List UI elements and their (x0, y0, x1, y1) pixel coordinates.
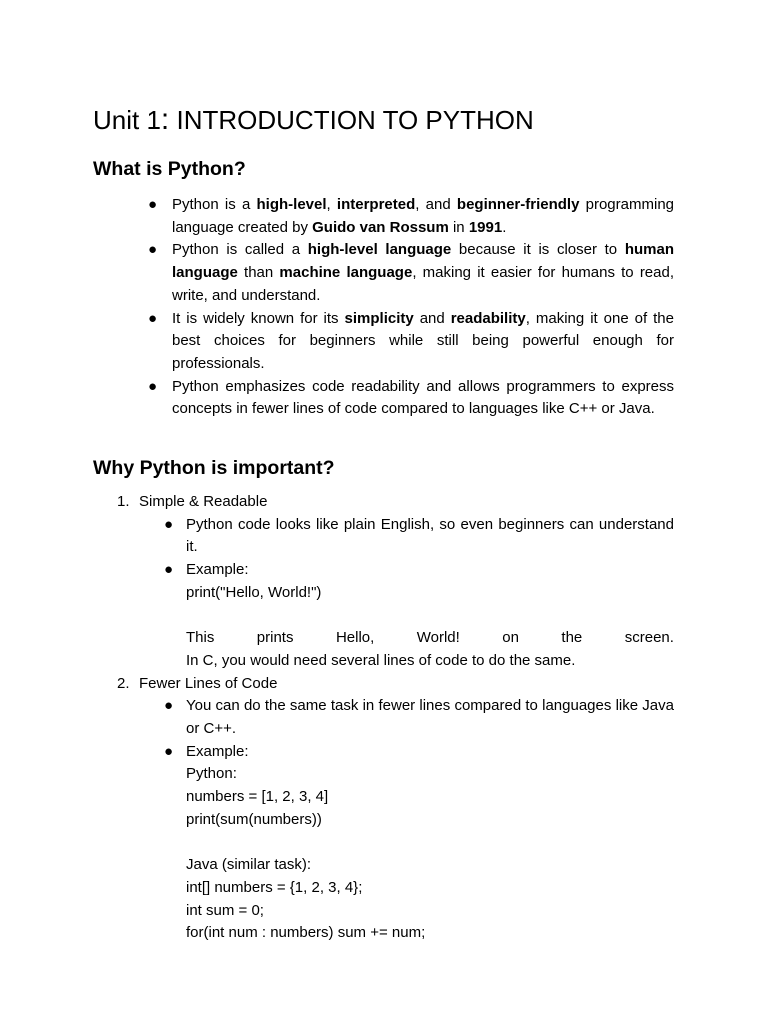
word: This (186, 629, 215, 647)
section-heading-why-python-important: Why Python is important? (93, 457, 335, 479)
word: prints (256, 629, 294, 647)
title-colon: : (160, 103, 170, 136)
bullet-icon: ● (148, 196, 158, 213)
word: screen. (624, 629, 674, 647)
rich-text (172, 241, 674, 303)
bullet-icon: ● (164, 697, 174, 715)
text-run: , and (415, 196, 457, 213)
bold-term: 1991 (468, 218, 503, 236)
code-line: for(int num : numbers) sum += num; (186, 924, 426, 942)
text-run: It is widely known for its (172, 309, 345, 327)
text-run: , making it easier for humans to read, write, and understand. (172, 264, 675, 304)
word: World! (416, 629, 460, 647)
rich-text (172, 378, 674, 418)
bullet-icon: ● (164, 515, 174, 533)
list-item (147, 308, 674, 376)
bullet-icon: ● (148, 309, 158, 327)
text-run: because it is closer to (451, 241, 625, 259)
text-run: programming language created by (172, 196, 674, 236)
title-text: INTRODUCTION TO PYTHON (176, 105, 534, 135)
sub-bullet-text: You can do the same task in fewer lines compared to languages like Java or C++. (186, 697, 674, 738)
text-run: Python emphasizes code readability and allows programmers to express concepts in fewer lines of code compared to languages like C++ or Java. (172, 377, 674, 418)
text-run: . (502, 218, 507, 236)
rich-text (172, 196, 674, 236)
item-label: Fewer Lines of Code (139, 674, 278, 692)
example-label: Example: (186, 561, 249, 579)
word: the (561, 629, 583, 647)
item-label: Simple & Readable (139, 493, 268, 510)
sub-bullet (164, 514, 674, 559)
list-item (147, 239, 674, 307)
code-line: print(sum(numbers)) (186, 810, 322, 828)
page-title (93, 103, 534, 137)
title-unit: Unit 1 (93, 105, 161, 135)
java-label: Java (similar task): (186, 856, 312, 874)
sub-bullet (164, 695, 674, 740)
item-number: 1. (117, 493, 130, 510)
word: Hello, (335, 629, 375, 647)
spread-sentence (186, 627, 674, 650)
bold-term: beginner-friendly (456, 196, 580, 213)
note-line: In C, you would need several lines of code to do the same. (186, 651, 576, 669)
text-run: and (413, 309, 451, 327)
bold-term: readability (450, 309, 526, 327)
code-line: print("Hello, World!") (186, 583, 322, 601)
text-run: in (448, 218, 469, 236)
bold-term: interpreted (336, 196, 416, 213)
bold-term: simplicity (344, 309, 414, 327)
code-line: int sum = 0; (186, 901, 264, 919)
python-label: Python: (186, 765, 237, 783)
word: on (502, 629, 519, 647)
sub-bullet-text: Python code looks like plain English, so even beginners can understand it. (186, 515, 674, 556)
what-is-python-list (147, 194, 674, 421)
code-line: int[] numbers = {1, 2, 3, 4}; (186, 878, 363, 896)
text-run: , (326, 196, 337, 213)
text-run: , making it one of the best choices for beginners while still being powerful enough for professionals. (172, 309, 674, 372)
bold-term: machine language (279, 264, 413, 282)
bold-term: Guido van Rossum (312, 218, 449, 236)
numbered-item-fewer-lines (117, 673, 674, 696)
why-python-list (117, 491, 674, 945)
sub-bullet (164, 741, 674, 764)
list-item (147, 194, 674, 239)
section-heading-what-is-python: What is Python? (93, 158, 246, 180)
rich-text (172, 310, 674, 372)
example-label: Example: (186, 742, 249, 760)
bold-term: human language (172, 241, 674, 282)
blank-line (186, 832, 674, 855)
bold-term: high-level (256, 196, 327, 213)
bullet-icon: ● (148, 377, 158, 395)
code-line: numbers = [1, 2, 3, 4] (186, 788, 329, 806)
text-run: Python is a (172, 196, 257, 213)
list-item (147, 376, 674, 421)
bullet-icon: ● (148, 241, 158, 259)
text-run: Python is called a (172, 241, 308, 259)
blank-line (186, 605, 674, 628)
bold-term: high-level language (307, 241, 452, 259)
numbered-item-simple-readable (117, 491, 674, 514)
sub-bullet (164, 559, 674, 582)
bullet-icon: ● (164, 742, 174, 760)
bullet-icon: ● (164, 561, 174, 579)
text-run: than (237, 264, 280, 282)
item-number: 2. (117, 674, 130, 692)
